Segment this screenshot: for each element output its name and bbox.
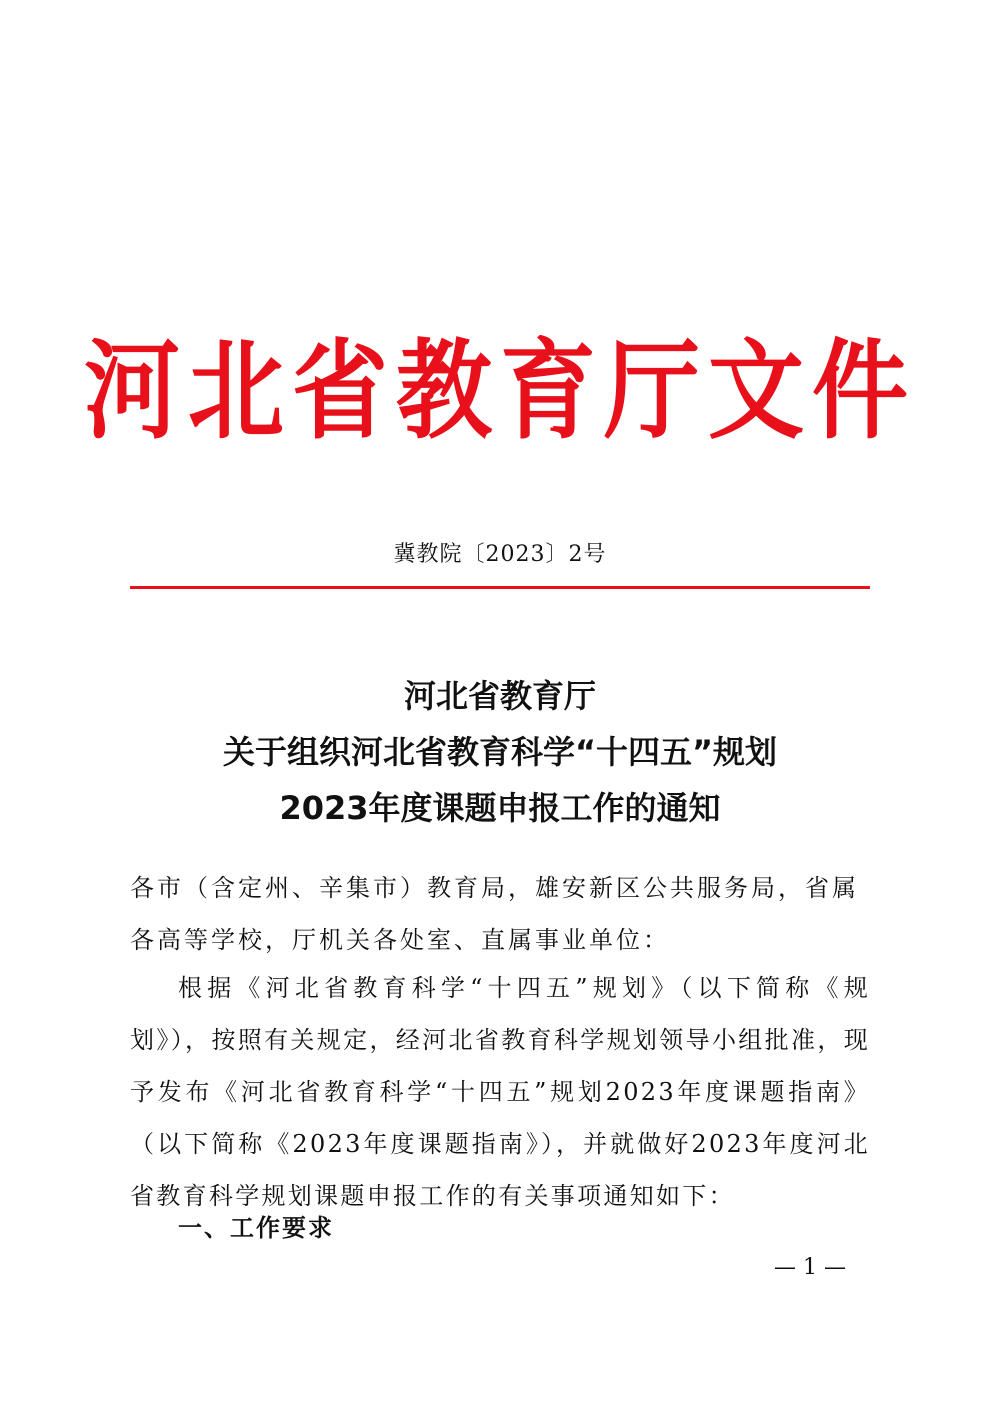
body-paragraph: 根据《河北省教育科学“十四五”规划》（以下简称《规划》），按照有关规定，经河北省教育科学规划领导小组批准，现予发布《河北省教育科学“十四五”规划2023年度课题指南》（以下简称《2023年度课题指南》），并就做好2023年度河北省教育科学规划课题申报工作的有关事项通知如下： [130, 974, 870, 1210]
title-line-issuer: 河北省教育厅 [403, 677, 596, 715]
masthead-title: 河北省教育厅文件 [84, 326, 916, 454]
section-heading: 一、工作要求 [178, 1214, 334, 1242]
title-line-subject: 关于组织河北省教育科学“十四五”规划 [222, 733, 778, 771]
red-divider-rule [130, 586, 870, 589]
addressee-paragraph: 各市（含定州、辛集市）教育局，雄安新区公共服务局，省属各高等学校，厅机关各处室、直属事业单位： [130, 874, 859, 954]
title-line-notice: 2023年度课题申报工作的通知 [279, 789, 721, 827]
document-number: 冀教院〔2023〕2号 [393, 542, 607, 567]
document-title [80, 668, 920, 836]
page-number: — 1 — [774, 1255, 846, 1280]
